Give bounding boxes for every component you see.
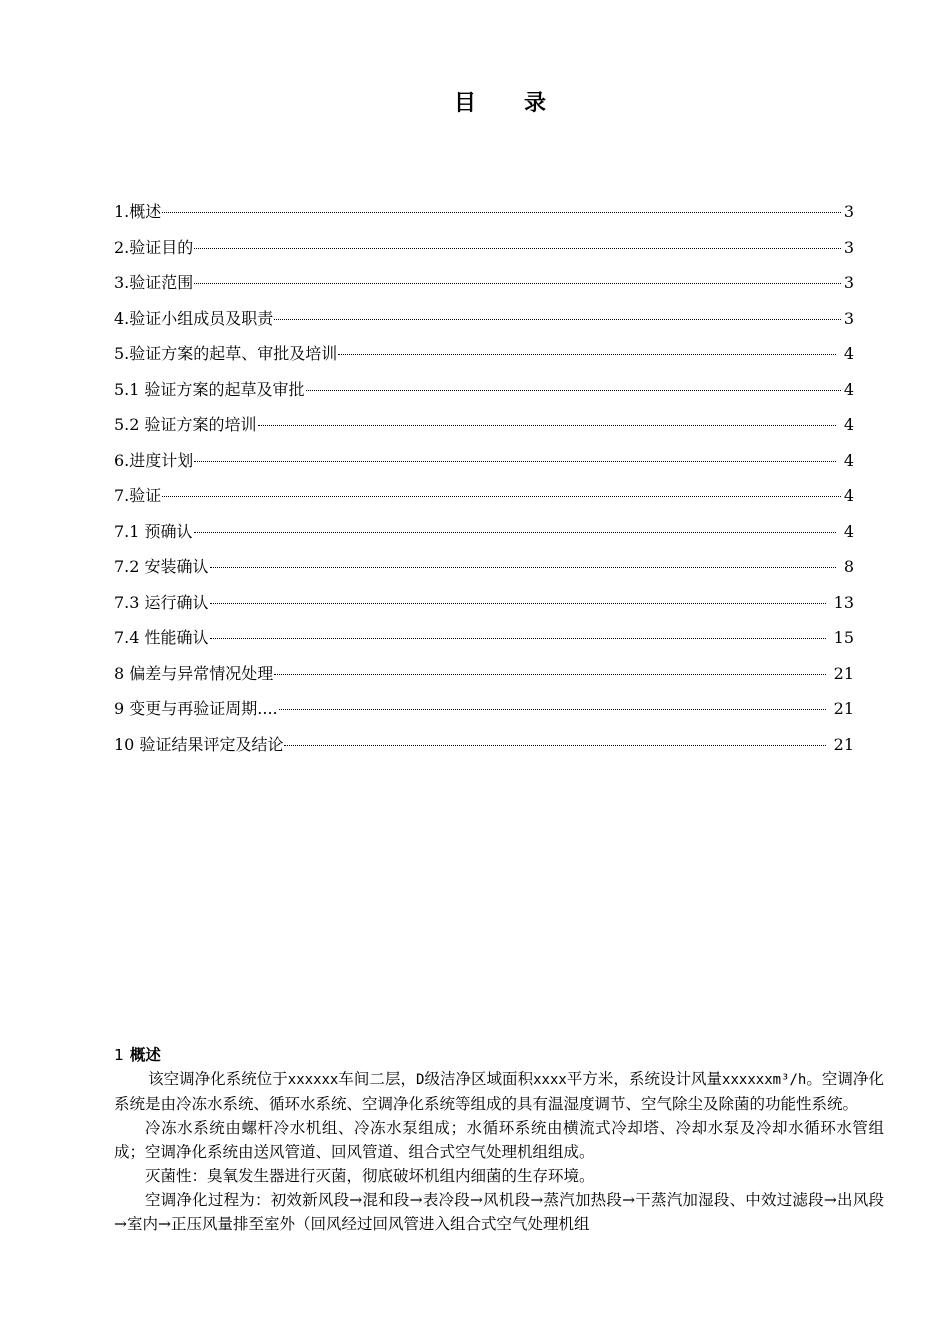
toc-entry-page-number: 4	[838, 521, 854, 541]
toc-entry-label: 7.验证	[114, 486, 162, 505]
toc-entry-label: 10 验证结果评定及结论	[114, 734, 284, 754]
toc-entry-page-number: 4	[838, 344, 854, 363]
toc-entry-page-number: 21	[828, 663, 854, 683]
area-value: xxxx	[533, 1072, 567, 1088]
toc-dot-leader	[210, 638, 826, 639]
toc-dot-leader	[210, 567, 836, 568]
toc-entry-page-number: 4	[843, 486, 854, 505]
toc-entry-label: 7.3 运行确认	[114, 592, 209, 612]
table-of-contents	[114, 200, 854, 768]
toc-entry-label: 4.验证小组成员及职责	[114, 308, 274, 328]
paragraph-text: 平方米，系统设计风量	[566, 1070, 723, 1088]
section-heading-text: 概述	[129, 1046, 161, 1064]
paragraph-text: 该空调净化系统位于	[148, 1070, 288, 1088]
toc-entry-page-number: 3	[843, 308, 854, 328]
paragraph-text: 车间二层，	[338, 1070, 416, 1088]
toc-dot-leader	[194, 532, 836, 533]
toc-entry-page-number: 4	[838, 415, 854, 434]
toc-entry-label: 5.2 验证方案的培训	[114, 415, 257, 434]
toc-dot-leader	[338, 354, 835, 355]
paragraph-process: 空调净化过程为：初效新风段→混和段→表冷段→风机段→蒸汽加热段→干蒸汽加湿段、中效过滤段→出风段→室内→正压风量排至室外（回风经过回风管进入组合式空气处理机组	[114, 1191, 884, 1233]
section-number: 1	[114, 1046, 124, 1064]
paragraph-text: 级洁净区域面积	[424, 1070, 534, 1088]
toc-entry[interactable]	[114, 591, 854, 627]
toc-entry[interactable]	[114, 449, 854, 485]
toc-title-char-1: 目	[453, 90, 476, 116]
toc-entry-label: 5.1 验证方案的起草及审批	[114, 379, 305, 399]
toc-entry[interactable]	[114, 626, 854, 662]
toc-entry-label: 2.验证目的	[114, 237, 194, 257]
section-heading	[114, 1043, 884, 1067]
toc-title-char-2: 录	[524, 90, 547, 116]
toc-title	[0, 86, 950, 117]
section-overview	[114, 1043, 884, 1236]
toc-entry-page-number: 4	[838, 450, 854, 470]
toc-entry[interactable]	[114, 662, 854, 698]
toc-dot-leader	[274, 319, 841, 320]
toc-entry[interactable]	[114, 697, 854, 733]
toc-entry-label: 9 变更与再验证周期....	[114, 699, 278, 718]
toc-entry-page-number: 21	[828, 699, 854, 718]
toc-dot-leader	[279, 709, 826, 710]
toc-entry[interactable]	[114, 271, 854, 307]
toc-entry[interactable]	[114, 342, 854, 378]
toc-dot-leader	[274, 674, 825, 675]
toc-entry[interactable]	[114, 236, 854, 272]
toc-dot-leader	[162, 496, 841, 497]
toc-entry-page-number: 3	[843, 202, 854, 221]
toc-entry-label: 5.验证方案的起草、审批及培训	[114, 344, 338, 363]
toc-entry-page-number: 3	[843, 273, 854, 292]
toc-dot-leader	[194, 248, 841, 249]
toc-entry-page-number: 4	[843, 379, 854, 399]
toc-entry[interactable]	[114, 555, 854, 591]
toc-entry[interactable]	[114, 413, 854, 449]
toc-entry[interactable]	[114, 484, 854, 520]
cleanroom-grade: D	[415, 1072, 425, 1088]
paragraph-water-systems: 冷冻水系统由螺杆冷水机组、冷冻水泵组成；水循环系统由横流式冷却塔、冷却水泵及冷却水循环水管组成；空调净化系统由送风管道、回风管道、组合式空气处理机组组成。	[114, 1119, 884, 1161]
toc-dot-leader	[210, 603, 826, 604]
toc-entry-page-number: 21	[828, 734, 854, 754]
toc-entry-page-number: 13	[828, 592, 854, 612]
toc-dot-leader	[194, 461, 835, 462]
toc-entry-page-number: 8	[838, 557, 854, 576]
paragraph-sterilization: 灭菌性：臭氧发生器进行灭菌，彻底破坏机组内细菌的生存环境。	[145, 1167, 595, 1185]
toc-entry-label: 3.验证范围	[114, 273, 194, 292]
toc-entry-label: 8 偏差与异常情况处理	[114, 663, 274, 683]
toc-entry-label: 7.1 预确认	[114, 521, 193, 541]
toc-entry-label: 1.概述	[114, 202, 162, 221]
toc-entry[interactable]	[114, 200, 854, 236]
toc-entry-label: 7.4 性能确认	[114, 628, 209, 647]
toc-entry[interactable]	[114, 307, 854, 343]
paragraph-location	[114, 1067, 884, 1116]
toc-dot-leader	[306, 390, 841, 391]
toc-entry-page-number: 3	[843, 237, 854, 257]
toc-entry-page-number: 15	[828, 628, 854, 647]
toc-dot-leader	[284, 745, 825, 746]
toc-dot-leader	[258, 425, 836, 426]
toc-entry-label: 6.进度计划	[114, 450, 194, 470]
toc-entry[interactable]	[114, 378, 854, 414]
toc-dot-leader	[162, 212, 841, 213]
toc-entry[interactable]	[114, 520, 854, 556]
workshop-code: xxxxxx	[287, 1072, 339, 1088]
airflow-value: xxxxxxm³/h	[722, 1072, 807, 1088]
toc-dot-leader	[194, 283, 841, 284]
paragraph-text: 。空调净化系统是由冷冻水系统、循环水系统、空调净化系统等组成的具有温湿度调节、空气除尘及除菌的功能性系统。	[114, 1070, 884, 1113]
toc-entry[interactable]	[114, 733, 854, 769]
toc-entry-label: 7.2 安装确认	[114, 557, 209, 576]
